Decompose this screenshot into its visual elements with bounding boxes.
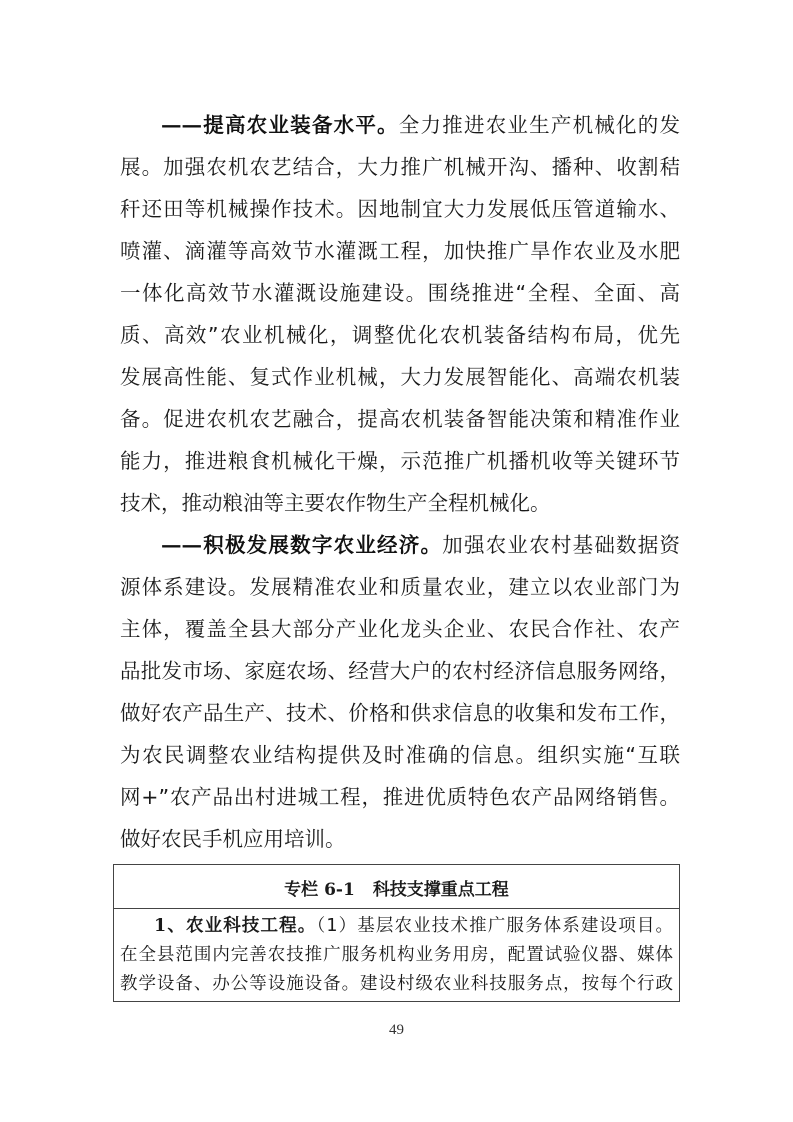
text-line: 做好农民手机应用培训。	[120, 827, 346, 851]
box-text-line: 教学设备、办公等设施设备。建设村级农业科技服务点，按每个行政	[120, 974, 673, 994]
text-line: 喷灌、滴灌等高效节水灌溉工程，加快推广旱作农业及水肥	[120, 239, 680, 263]
text-line: 主体，覆盖全县大部分产业化龙头企业、农民合作社、农产	[120, 617, 680, 641]
box-text-line: 1、农业科技工程。（1）基层农业技术推广服务体系建设项目。	[154, 916, 673, 936]
text-line: 秆还田等机械操作技术。因地制宜大力发展低压管道输水、	[120, 197, 680, 221]
box-title	[114, 865, 679, 909]
page-number: 49	[389, 1022, 404, 1038]
text-line: 网+”农产品出村进城工程，推进优质特色农产品网络销售。	[120, 785, 680, 809]
text-line: 能力，推进粮食机械化干燥，示范推广机播机收等关键环节	[120, 449, 680, 473]
text-line: 技术，推动粮油等主要农作物生产全程机械化。	[120, 491, 551, 515]
text-line: ——提高农业装备水平。全力推进农业生产机械化的发	[161, 113, 681, 137]
text-line: 做好农产品生产、技术、价格和供求信息的收集和发布工作，	[120, 701, 680, 725]
text-line: 为农民调整农业结构提供及时准确的信息。组织实施“互联	[120, 743, 680, 767]
text-line: 品批发市场、家庭农场、经营大户的农村经济信息服务网络，	[120, 659, 680, 683]
text-line: 发展高性能、复式作业机械，大力发展智能化、高端农机装	[120, 365, 680, 389]
paragraph-lead: ——提高农业装备水平。	[161, 113, 399, 137]
text-line: ——积极发展数字农业经济。加强农业农村基础数据资	[161, 533, 681, 557]
box-text-line: 在全县范围内完善农技推广服务机构业务用房，配置试验仪器、媒体	[120, 945, 673, 965]
text-line: 一体化高效节水灌溉设施建设。围绕推进“全程、全面、高	[120, 281, 680, 305]
box-title-code: 专栏 6-1	[284, 880, 355, 900]
box-title-text: 科技支撑重点工程	[372, 880, 509, 900]
box-item-lead: 1、农业科技工程。	[154, 916, 317, 936]
text-line: 展。加强农机农艺结合，大力推广机械开沟、播种、收割秸	[120, 155, 680, 179]
text-line: 源体系建设。发展精准农业和质量农业，建立以农业部门为	[120, 575, 680, 599]
paragraph-lead: ——积极发展数字农业经济。	[161, 533, 443, 557]
text-line: 备。促进农机农艺融合，提高农机装备智能决策和精准作业	[120, 407, 680, 431]
feature-box-table	[113, 864, 680, 1002]
text-line: 质、高效”农业机械化，调整优化农机装备结构布局，优先	[120, 323, 680, 347]
